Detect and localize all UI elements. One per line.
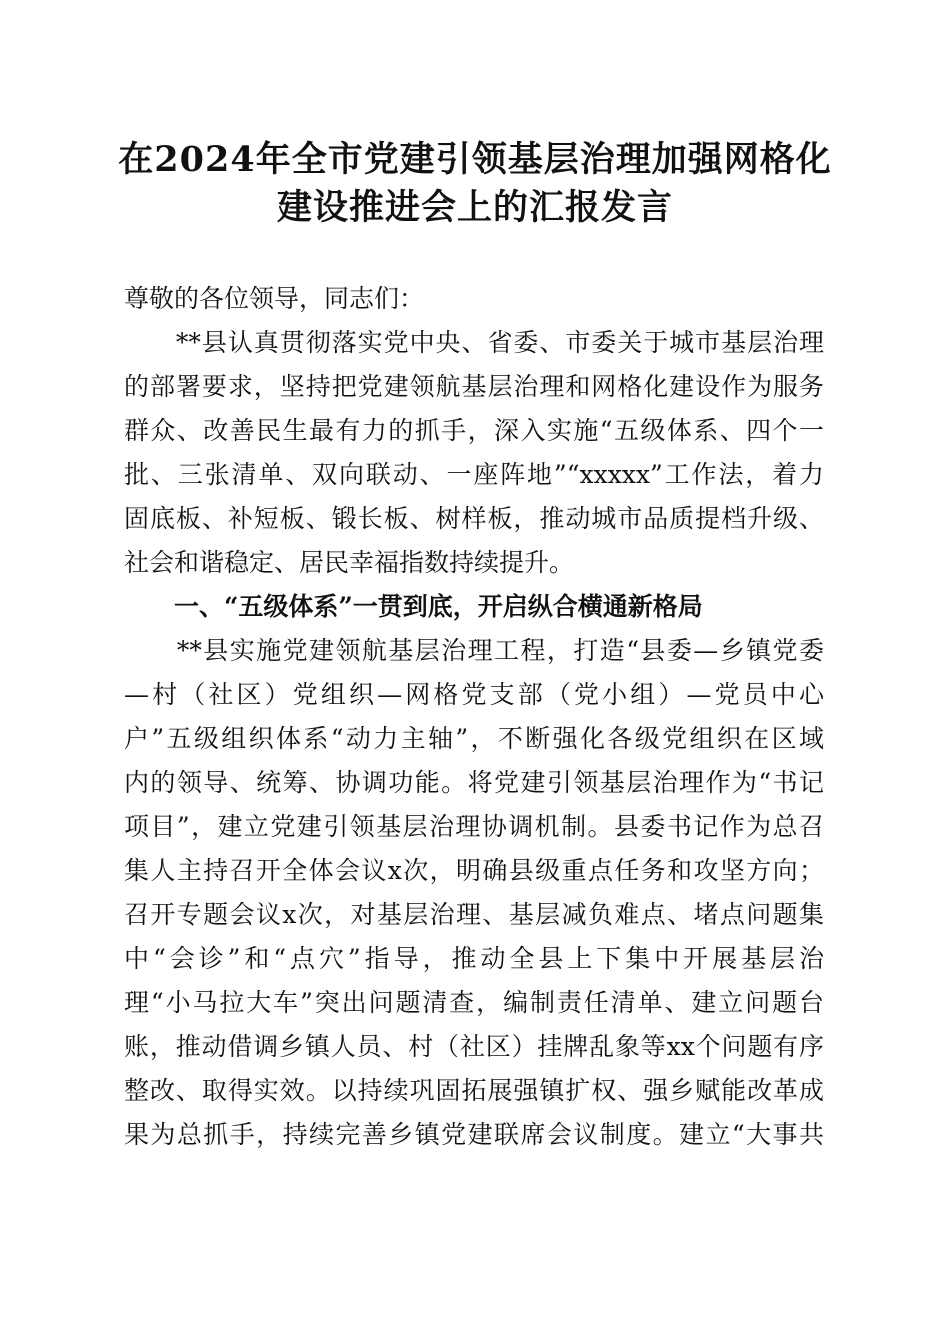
body-line: 项目”，建立党建引领基层治理协调机制。县委书记作为总召 bbox=[124, 812, 824, 841]
body-line: 群众、改善民生最有力的抓手，深入实施“五级体系、四个一 bbox=[124, 416, 824, 445]
body-line: 整改、取得实效。以持续巩固拓展强镇扩权、强乡赋能改革成 bbox=[124, 1076, 824, 1105]
document-title-line-1: 在2024年全市党建引领基层治理加强网格化 bbox=[118, 139, 832, 180]
section-heading: 一、“五级体系”一贯到底，开启纵合横通新格局 bbox=[124, 592, 703, 621]
body-line: 户”五级组织体系“动力主轴”，不断强化各级党组织在区域 bbox=[124, 724, 824, 753]
body-line: 理“小马拉大车”突出问题清查，编制责任清单、建立问题台 bbox=[124, 988, 824, 1017]
body-line: 中“会诊”和“点穴”指导，推动全县上下集中开展基层治 bbox=[124, 944, 824, 973]
body-line: 批、三张清单、双向联动、一座阵地”“xxxxx”工作法，着力 bbox=[124, 460, 824, 489]
body-line: 集人主持召开全体会议x次，明确县级重点任务和攻坚方向； bbox=[124, 856, 824, 885]
body-line: 账，推动借调乡镇人员、村（社区）挂牌乱象等xx个问题有序 bbox=[124, 1032, 824, 1061]
body-line: **县实施党建领航基层治理工程，打造“县委—乡镇党委 bbox=[124, 636, 824, 665]
body-line: **县认真贯彻落实党中央、省委、市委关于城市基层治理 bbox=[124, 328, 824, 357]
body-line: 召开专题会议x次，对基层治理、基层减负难点、堵点问题集 bbox=[124, 900, 824, 929]
body-line: 社会和谐稳定、居民幸福指数持续提升。 bbox=[124, 548, 575, 577]
body-line: 内的领导、统筹、协调功能。将党建引领基层治理作为“书记 bbox=[124, 768, 824, 797]
body-line: —村（社区）党组织—网格党支部（党小组）—党员中心 bbox=[124, 680, 824, 709]
body-line: 果为总抓手，持续完善乡镇党建联席会议制度。建立“大事共 bbox=[124, 1120, 824, 1149]
salutation: 尊敬的各位领导，同志们： bbox=[124, 284, 425, 313]
body-line: 固底板、补短板、锻长板、树样板，推动城市品质提档升级、 bbox=[124, 504, 824, 533]
document-title-line-2: 建设推进会上的汇报发言 bbox=[276, 187, 673, 228]
body-line: 的部署要求，坚持把党建领航基层治理和网格化建设作为服务 bbox=[124, 372, 824, 401]
